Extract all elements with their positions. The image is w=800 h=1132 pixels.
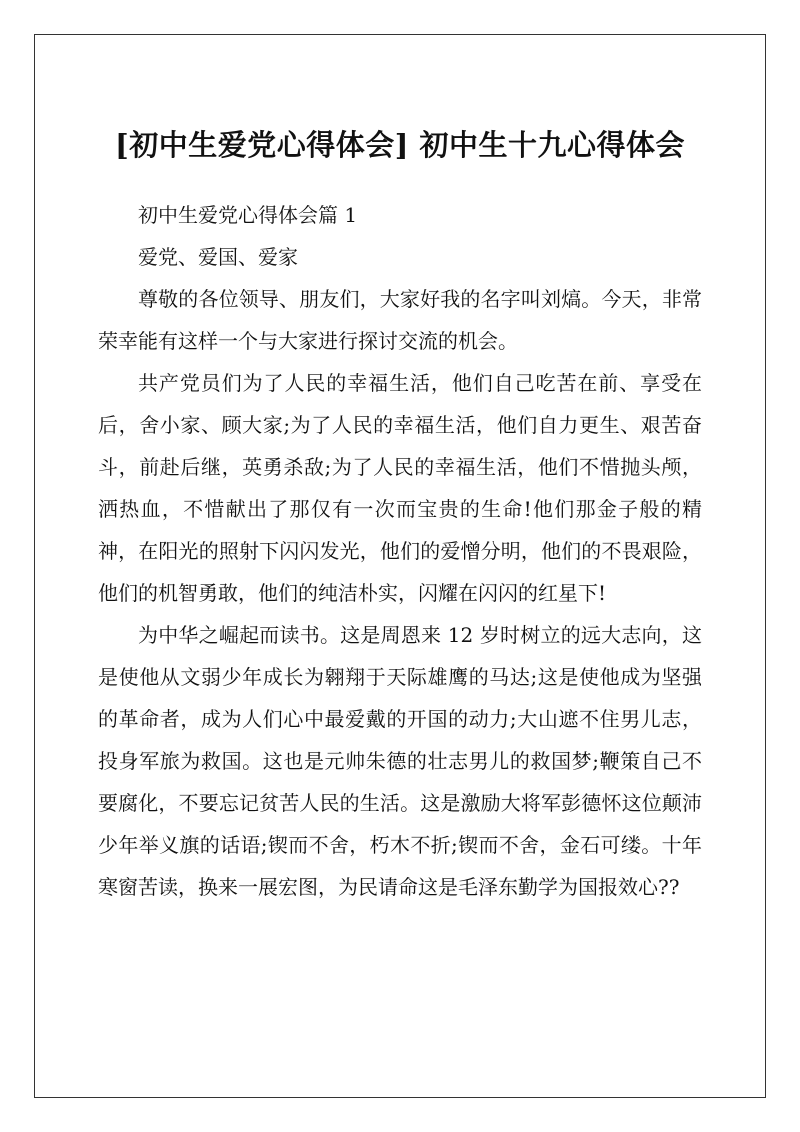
paragraph: 尊敬的各位领导、朋友们，大家好我的名字叫刘熇。今天，非常荣幸能有这样一个与大家进行探讨交流的机会。 <box>98 287 702 353</box>
paragraph: 共产党员们为了人民的幸福生活，他们自己吃苦在前、享受在后，舍小家、顾大家;为了人民的幸福生活，他们自力更生、艰苦奋斗，前赴后继，英勇杀敌;为了人民的幸福生活，他们不惜抛头颅，洒热血，不惜献出了那仅有一次而宝贵的生命!他们那金子般的精神，在阳光的照射下闪闪发光，他们的爱憎分明，他们的不畏艰险，他们的机智勇敢，他们的纯洁朴实，闪耀在闪闪的红星下! <box>98 371 702 605</box>
subtitle: 初中生爱党心得体会篇 1 <box>138 203 358 227</box>
paragraph: 为中华之崛起而读书。这是周恩来 12 岁时树立的远大志向，这是使他从文弱少年成长为翱翔于天际雄鹰的马达;这是使他成为坚强的革命者，成为人们心中最爱戴的开国的动力;大山遮不住男儿志，投身军旅为救国。这也是元帅朱德的壮志男儿的救国梦;鞭策自己不要腐化，不要忘记贫苦人民的生活。这是激励大将军彭德怀这位颠沛少年举义旗的话语;锲而不舍，朽木不折;锲而不舍，金石可缕。十年寒窗苦读，换来一展宏图，为民请命这是毛泽东勤学为国报效心?? <box>98 623 702 899</box>
document-title: [初中生爱党心得体会] 初中生十九心得体会 <box>114 128 686 162</box>
document-body <box>98 194 702 908</box>
heading-line: 爱党、爱国、爱家 <box>138 245 298 269</box>
